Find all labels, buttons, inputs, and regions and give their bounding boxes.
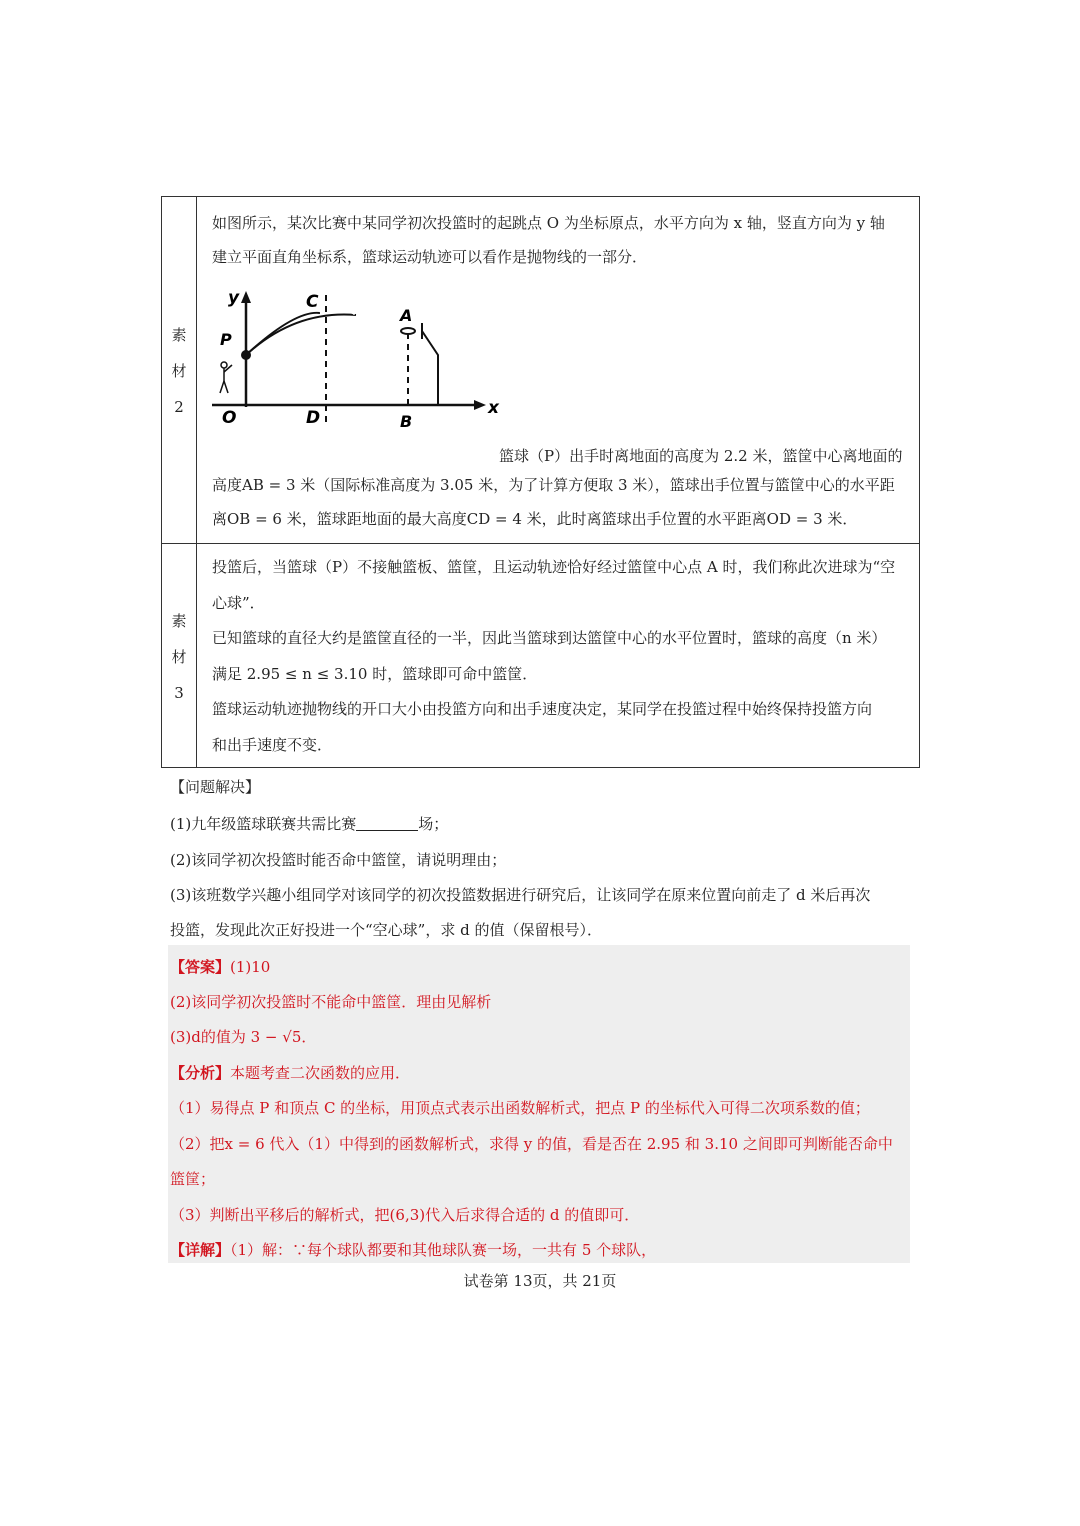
material-3-content (212, 550, 912, 763)
text-line: 篮球（P）出手时离地面的高度为 2.2 米，篮筐中心离地面的 (499, 447, 903, 465)
hoop (401, 328, 415, 334)
analysis-step-2-line-1: （2）把x = 6 代入（1）中得到的函数解析式，求得 y 的值，看是否在 2.95 和 3.10 之间即可判断能否命中 (170, 1135, 893, 1153)
question-1 (170, 813, 448, 834)
label-b: B (400, 412, 413, 431)
label-char: 2 (174, 398, 184, 416)
label-char: 材 (171, 648, 187, 666)
ball-point-p (241, 350, 251, 360)
detail-text: （1）解：∵每个球队都要和其他球队赛一场，一共有 5 个球队， (230, 1241, 657, 1259)
material-2-label (162, 317, 196, 425)
text-line: 心球”． (212, 593, 265, 612)
material-3-label (162, 603, 196, 711)
answer-2: (2)该同学初次投篮时不能命中篮筐．理由见解析 (170, 993, 492, 1011)
label-char: 素 (171, 612, 187, 630)
detail (170, 1239, 656, 1260)
material-2-data (212, 468, 912, 536)
label-char: 3 (174, 684, 184, 702)
question-1-text: (1)九年级篮球联赛共需比赛 (170, 815, 357, 833)
text-line: 高度AB = 3 米（国际标准高度为 3.05 米，为了计算方便取 3 米），篮球出手位置与篮筐中心的水平距 (212, 476, 895, 494)
row-divider (162, 543, 919, 544)
answer-3: (3)d的值为 3 − √5． (170, 1028, 317, 1046)
hoop-stand (422, 331, 438, 405)
page-footer: 试卷第 13页，共 21页 (463, 1272, 617, 1290)
text-line: 离OB = 6 米，篮球距地面的最大高度CD = 4 米，此时离篮球出手位置的水平距离OD = 3 米． (212, 510, 858, 528)
analysis-text: 本题考查二次函数的应用． (230, 1064, 411, 1082)
analysis-step-3: （3）判断出平移后的解析式，把(6,3)代入后求得合适的 d 的值即可． (170, 1206, 640, 1224)
question-1-suffix: 场； (418, 815, 449, 833)
label-d: D (306, 408, 321, 428)
label-c: C (306, 292, 319, 312)
analysis (170, 1062, 410, 1083)
column-divider (196, 197, 197, 767)
answer-blank (356, 816, 418, 831)
text-line: 投篮后，当篮球（P）不接触篮板、篮筐，且运动轨迹恰好经过篮筐中心点 A 时，我们称此次进球为“空 (212, 558, 896, 576)
problem-heading: 【问题解决】 (170, 778, 261, 796)
answer-tag: 【答案】 (170, 958, 231, 976)
text-line: 和出手速度不变． (212, 735, 333, 754)
label-y: y (228, 288, 240, 308)
label-char: 素 (171, 326, 187, 344)
text-line: 如图所示，某次比赛中某同学初次投篮时的起跳点 O 为坐标原点，水平方向为 x 轴，竖直方向为 y 轴 (212, 214, 885, 232)
analysis-tag: 【分析】 (170, 1064, 231, 1082)
player-icon (220, 362, 232, 393)
label-a: A (400, 306, 413, 325)
trajectory-figure (210, 285, 510, 435)
material-2-intro (212, 206, 912, 274)
detail-tag: 【详解】 (170, 1241, 231, 1259)
label-p: P (220, 330, 232, 349)
analysis-step-1: （1）易得点 P 和顶点 C 的坐标，用顶点式表示出函数解析式，把点 P 的坐标代入可得二次项系数的值； (170, 1099, 870, 1117)
trajectory-curve (246, 315, 356, 356)
answer-1 (170, 956, 270, 977)
question-2: (2)该同学初次投篮时能否命中篮筐，请说明理由； (170, 851, 507, 869)
label-x: x (488, 398, 499, 418)
materials-table (161, 196, 920, 768)
y-axis-arrow (241, 291, 251, 303)
text-line: 已知篮球的直径大约是篮筐直径的一半，因此当篮球到达篮筐中心的水平位置时，篮球的高度（n 米） (212, 629, 887, 647)
text-line: 满足 2.95 ≤ n ≤ 3.10 时，篮球即可命中篮筐． (212, 664, 538, 683)
label-char: 材 (171, 362, 187, 380)
label-o: O (222, 408, 237, 428)
question-3-line-2: 投篮，发现此次正好投进一个“空心球”，求 d 的值（保留根号）． (170, 921, 602, 939)
text-line: 篮球运动轨迹抛物线的开口大小由投篮方向和出手速度决定，某同学在投篮过程中始终保持投篮方向 (212, 700, 873, 718)
text-line: 建立平面直角坐标系，篮球运动轨迹可以看作是抛物线的一部分． (212, 248, 648, 266)
analysis-step-2-line-2: 篮筐； (170, 1170, 216, 1188)
question-3-line-1: (3)该班数学兴趣小组同学对该同学的初次投篮数据进行研究后，让该同学在原来位置向前走了 d 米后再次 (170, 886, 871, 904)
answer-1-text: (1)10 (230, 958, 271, 976)
x-axis-arrow (474, 400, 486, 410)
